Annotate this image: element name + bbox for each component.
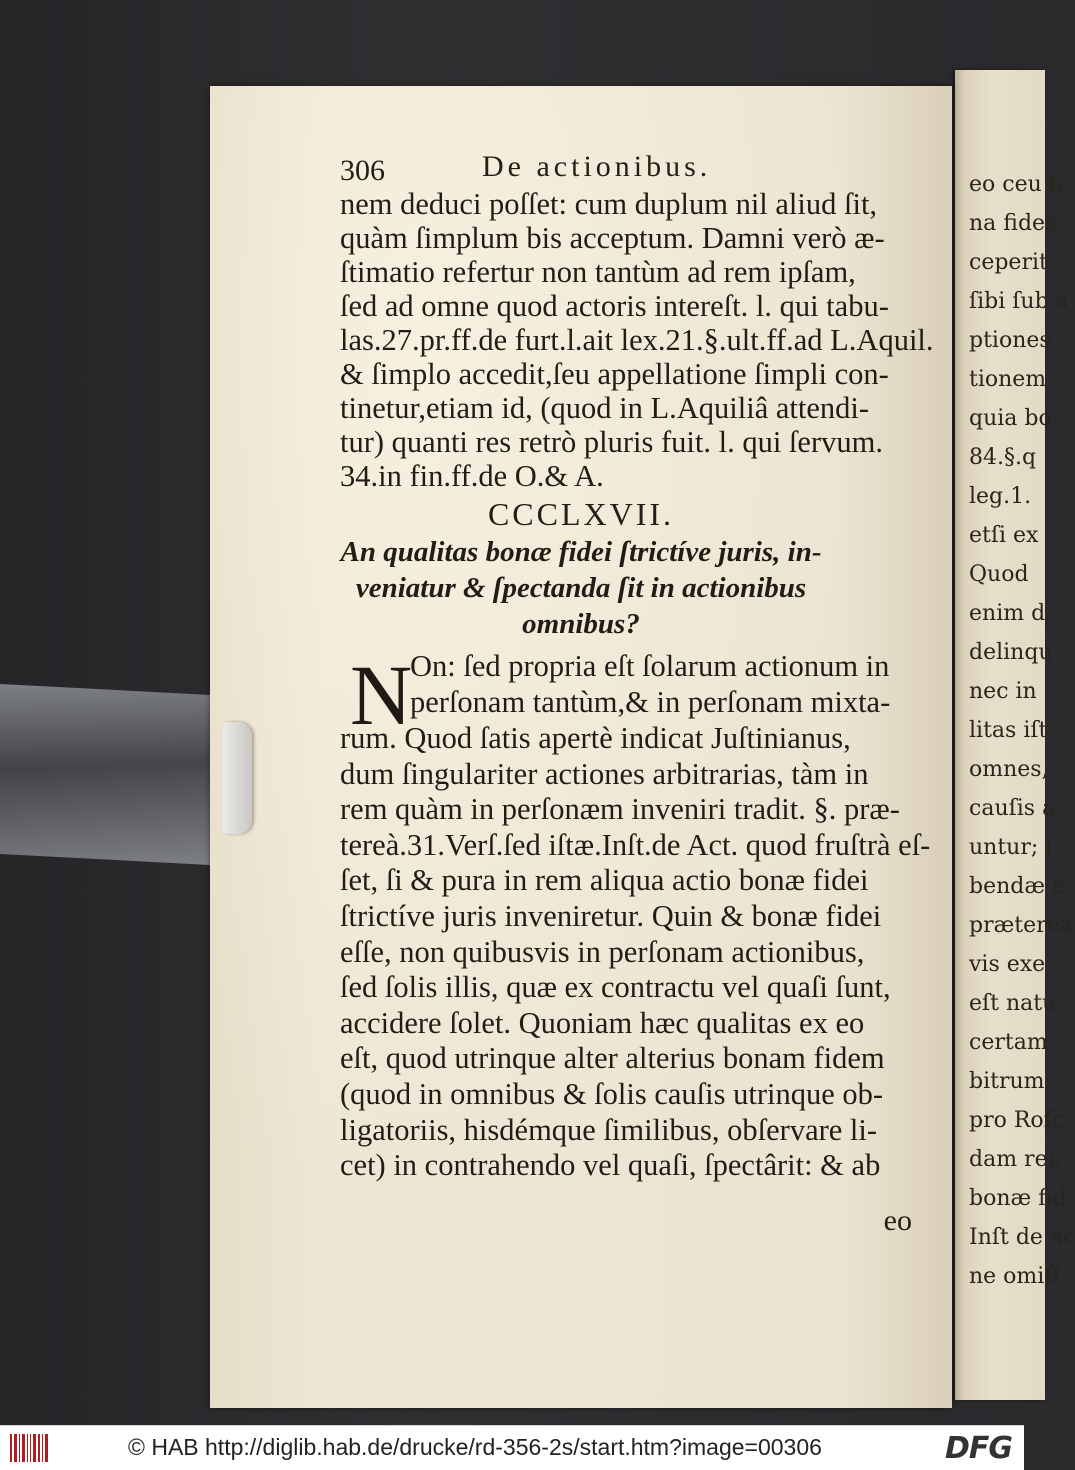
facing-page-line: dam rei, bbox=[969, 1147, 1062, 1172]
facing-page-line: bendæ e bbox=[969, 874, 1066, 899]
footer-bar bbox=[0, 1425, 1024, 1470]
facing-page-line: untur; i bbox=[969, 835, 1053, 860]
para2-line: ligatoriis, hisdémque ſimilibus, obſervare li- bbox=[340, 1112, 878, 1147]
catchword: eo bbox=[883, 1204, 912, 1237]
heading-line: An qualitas bonæ fidei ſtrictíve juris, in- bbox=[340, 536, 822, 568]
para2-line: perſonam tantùm,& in perſonam mixta- bbox=[410, 685, 891, 719]
facing-page-line: nec in bbox=[969, 679, 1037, 704]
facing-page-line: enim d bbox=[969, 601, 1046, 626]
facing-page-line: vis exe bbox=[969, 952, 1046, 977]
facing-page-line: eo ceu b bbox=[969, 172, 1063, 197]
facing-page-line: cauſis a bbox=[969, 796, 1056, 821]
facing-page-line: 84.§.q bbox=[969, 445, 1037, 470]
facing-page-line: præterea bbox=[969, 913, 1073, 938]
para2-line: ſet, ſi & pura in rem aliqua actio bonæ fidei bbox=[340, 863, 869, 898]
para2-line: rum. Quod ſatis apertè indicat Juſtinianus, bbox=[340, 721, 851, 755]
facing-page-line: eſt natu bbox=[969, 991, 1057, 1016]
para1-line: 34.in fin.ff.de O.& A. bbox=[340, 459, 604, 493]
facing-page-line: bonæ fid bbox=[969, 1186, 1067, 1211]
facing-page bbox=[955, 70, 1075, 1400]
para2-line: eſt, quod utrinque alter alterius bonam fidem bbox=[340, 1041, 885, 1076]
footer-credit: © HAB http://diglib.hab.de/drucke/rd-356-2s/start.htm?image=00306 bbox=[128, 1434, 822, 1460]
para2-line: (quod in omnibus & ſolis cauſis utrinque ob- bbox=[340, 1077, 884, 1111]
facing-page-line: pro Roſc. bbox=[969, 1108, 1072, 1133]
para2-line: tereà.31.Verſ.ſed iſtæ.Inſt.de Act. quod fruſtrà eſ- bbox=[340, 827, 931, 862]
page-number: 306 bbox=[340, 154, 385, 187]
para1-line: nem deduci poſſet: cum duplum nil aliud ſit, bbox=[340, 187, 878, 221]
clamp-edge bbox=[222, 722, 252, 834]
para1-line: tinetur,etiam id, (quod in L.Aquiliâ attendi- bbox=[340, 391, 870, 425]
para2-line: ſed ſolis illis, quæ ex contractu vel quaſi ſunt, bbox=[340, 970, 891, 1005]
para1-line: & ſimplo accedit,ſeu appellatione ſimpli con- bbox=[340, 357, 889, 391]
facing-page-line: certam bbox=[969, 1030, 1048, 1055]
para1-line: tur) quanti res retrò pluris fuit. l. qui ſervum. bbox=[340, 425, 883, 459]
facing-page-line: omnes, bbox=[969, 757, 1049, 782]
facing-page-line: ſibi ſub a bbox=[969, 289, 1069, 314]
para2-line: cet) in contrahendo vel quaſi, ſpectârit: & ab bbox=[340, 1148, 881, 1183]
para1-line: quàm ſimplum bis acceptum. Damni verò æ- bbox=[340, 221, 885, 255]
drop-cap: N bbox=[350, 647, 413, 743]
facing-page-line: etſi ex bbox=[969, 523, 1039, 548]
para2-line: accidere ſolet. Quoniam hæc qualitas ex eo bbox=[340, 1005, 865, 1040]
facing-page-line: tionem bbox=[969, 367, 1047, 392]
para2-line: ſtrictíve juris inveniretur. Quin & bonæ fidei bbox=[340, 899, 882, 933]
facing-page-line: ceperit. bbox=[969, 250, 1055, 275]
facing-page-line: bitrum bbox=[969, 1069, 1045, 1094]
facing-page-line: leg.1. bbox=[969, 484, 1032, 509]
section-numeral: CCCLXVII. bbox=[487, 496, 675, 532]
facing-page-line: Inſt de ac bbox=[969, 1225, 1075, 1250]
facing-page-line: delinqu bbox=[969, 640, 1053, 665]
facing-page-line: litas iſt bbox=[969, 718, 1048, 743]
para2-line: dum ſingulariter actiones arbitrarias, tàm in bbox=[340, 756, 869, 791]
para2-line: eſſe, non quibusvis in perſonam actionibus, bbox=[340, 934, 865, 969]
running-head: De actionibus. bbox=[482, 150, 712, 183]
heading-line: veniatur & ſpectanda ſit in actionibus bbox=[355, 572, 807, 604]
facing-page-line: ptiones bbox=[969, 328, 1051, 353]
facing-page-line: ne omiſſ bbox=[969, 1264, 1061, 1289]
hab-barcode-icon bbox=[10, 1434, 48, 1462]
facing-page-line: quia bo bbox=[969, 406, 1052, 431]
para2-line: On: ſed propria eſt ſolarum actionum in bbox=[410, 649, 890, 683]
para1-line: ſtimatio refertur non tantùm ad rem ipſam, bbox=[340, 255, 856, 289]
facing-page-line: na fides bbox=[969, 211, 1057, 236]
para1-line: ſed ad omne quod actoris intereſt. l. qui tabu- bbox=[340, 289, 889, 323]
dfg-logo: DFG bbox=[944, 1431, 1012, 1466]
book-page bbox=[210, 86, 952, 1408]
para2-line: rem quàm in perſonæm inveniri tradit. §. præ- bbox=[340, 792, 900, 827]
para1-line: las.27.pr.ff.de furt.l.ait lex.21.§.ult.ff.ad L.Aquil. bbox=[340, 323, 934, 357]
heading-line: omnibus? bbox=[522, 608, 640, 640]
facing-page-line: Quod bbox=[969, 562, 1029, 587]
